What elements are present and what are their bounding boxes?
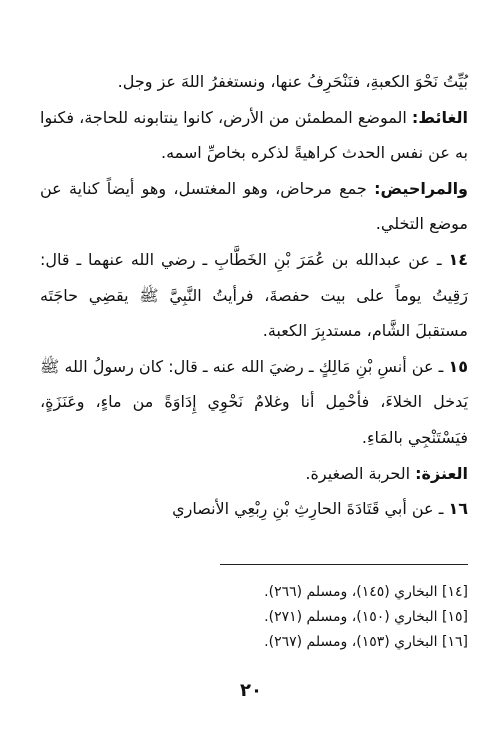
hadith-text-15: ـ عن أنسِ بْنِ مَالِكٍ ـ رضيَ الله عنه ـ قال: كان رسولُ الله ﷺ يَدخل الخلاءَ، فأحْمِل أنا وغلامٌ نَحْوِي إِدَاوَةً من ماءٍ، وعَنَزَةٍ، فيَسْتَنْجِي بالمَاءِ. (40, 356, 468, 447)
footnote-14: [١٤] البخاري (١٤٥)، ومسلم (٢٦٦). (264, 584, 468, 600)
term-anaza: العنزة: (415, 463, 468, 483)
page-number: ٢٠ (240, 680, 262, 701)
main-text (40, 64, 468, 527)
hadith-text-14: ـ عن عبدالله بن عُمَرَ بْنِ الخَطَّابِ ـ رضي الله عنهما ـ قال: رَقِيتُ يوماً على بيت حفصةَ، فرأيتُ النَّبِيَّ ﷺ يقضِي حاجَتَه مستقبلَ الشَّام، مستدبِرَ الكعبة. (40, 249, 468, 341)
footnotes (160, 580, 468, 655)
paragraph-marahid (40, 171, 468, 242)
hadith-text-16: ـ عن أبي قَتَادَةَ الحارِثِ بْنِ رِبْعِي الأنصاري (172, 499, 449, 519)
hadith-16 (40, 491, 468, 527)
definition-marahid: جمع مرحاض، وهو المغتسل، وهو أيضاً كناية عن موضع التخلي. (40, 178, 468, 234)
paragraph-1 (40, 64, 468, 100)
hadith-number-15: ١٥ (448, 356, 468, 376)
footnote-16: [١٦] البخاري (١٥٣)، ومسلم (٢٦٧). (264, 634, 468, 650)
definition-ghait: الموضع المطمئن من الأرض، كانوا ينتابونه للحاجة، فكنوا به عن نفس الحدث كراهيةً لذكره بخاصِّ اسمه. (40, 107, 468, 163)
hadith-15 (40, 349, 468, 456)
hadith-number-14: ١٤ (448, 249, 468, 269)
definition-anaza: الحربة الصغيرة. (305, 463, 416, 483)
footnote-divider (220, 564, 468, 565)
paragraph-1-text: بُيِّتُ نَحْوَ الكعبةِ، فنَنْحَرِفُ عنها، ونستغفرُ اللهَ عز وجل. (117, 72, 468, 91)
hadith-14 (40, 242, 468, 349)
term-ghait: الغائط: (411, 107, 468, 127)
footnote-15: [١٥] البخاري (١٥٠)، ومسلم (٢٧١). (264, 609, 468, 625)
paragraph-ghait (40, 100, 468, 171)
hadith-number-16: ١٦ (448, 499, 468, 519)
term-marahid: والمراحيض: (374, 178, 468, 198)
paragraph-anaza (40, 456, 468, 492)
